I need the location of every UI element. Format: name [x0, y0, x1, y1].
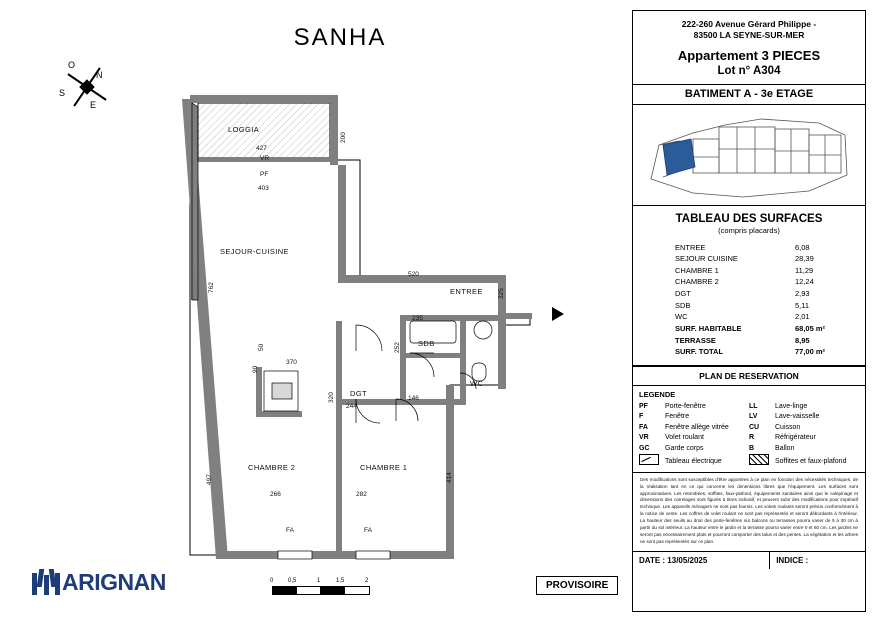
- marignan-mark-icon: [32, 569, 60, 595]
- legend-key: CU: [749, 423, 760, 431]
- surface-name: WC: [675, 312, 688, 322]
- table-row: [633, 265, 865, 277]
- surfaces-title: TABLEAU DES SURFACES: [675, 212, 823, 225]
- room-label-sdb: SDB: [418, 339, 435, 348]
- legend-section: [633, 386, 865, 472]
- table-row: [633, 288, 865, 300]
- table-row: [633, 253, 865, 265]
- table-row: [633, 323, 865, 335]
- legend-label: Lave-linge: [775, 402, 808, 410]
- electrical-panel-icon: [639, 454, 659, 465]
- reservation-plan-title: PLAN DE RESERVATION: [633, 366, 865, 386]
- surface-value: 68,05 m²: [795, 323, 826, 333]
- list-item: [749, 444, 859, 455]
- list-item: [639, 423, 749, 434]
- legend-column-right: [749, 402, 859, 470]
- room-label-entree: ENTREE: [450, 287, 483, 296]
- legend-key: PF: [639, 402, 648, 410]
- list-item: [749, 454, 859, 470]
- surface-value: 6,08: [795, 242, 810, 252]
- legend-key: VR: [639, 434, 649, 442]
- legend-title: LEGENDE: [639, 389, 676, 399]
- surfaces-subtitle: (compris placards): [718, 225, 780, 235]
- surface-name: SEJOUR CUISINE: [675, 254, 738, 264]
- list-item: [749, 412, 859, 423]
- scale-bar: [272, 578, 372, 600]
- room-label-sejour-cuisine: SEJOUR-CUISINE: [220, 247, 289, 256]
- building-floor: BATIMENT A - 3e ETAGE: [633, 84, 865, 105]
- surface-name: CHAMBRE 2: [675, 277, 719, 287]
- dim-chambre2-width: 266: [270, 491, 281, 498]
- marignan-logo-text: ARIGNAN: [62, 568, 166, 595]
- legend-column-left: [639, 402, 749, 470]
- table-row: [633, 300, 865, 312]
- compass-west-label: O: [68, 60, 76, 70]
- legend-label: Lave-vaisselle: [775, 413, 820, 421]
- scale-tick-3: 1,5: [336, 578, 345, 584]
- date-field: DATE : 13/05/2025: [633, 552, 770, 569]
- legend-label: Soffites et faux-plafond: [775, 457, 847, 465]
- legend-key: F: [639, 413, 644, 421]
- dim-pf-width: 403: [258, 185, 269, 192]
- compass-north-label: N: [96, 70, 103, 80]
- table-row: [633, 242, 865, 254]
- surface-value: 28,39: [795, 254, 814, 264]
- surface-name: CHAMBRE 1: [675, 265, 719, 275]
- lot-number: Lot n° A304: [717, 65, 781, 78]
- dim-sejour-width: 520: [408, 271, 419, 278]
- dim-entree-height: 325: [498, 288, 505, 299]
- dim-small-1: 50: [258, 343, 265, 351]
- surface-name: SDB: [675, 300, 691, 310]
- legend-key: FA: [639, 423, 648, 431]
- key-plan: [633, 105, 865, 206]
- table-row: [633, 311, 865, 323]
- compass-icon: [52, 52, 122, 122]
- legend-label: Cuisson: [775, 423, 801, 431]
- legend-label: Tableau électrique: [665, 457, 722, 465]
- list-item: [639, 444, 749, 455]
- legend-label: Garde corps: [665, 444, 704, 452]
- soffit-hatch-icon: [749, 454, 769, 465]
- legend-label: Réfrigérateur: [775, 434, 816, 442]
- room-label-chambre-2: CHAMBRE 2: [248, 463, 296, 472]
- legend-label: Fenêtre: [665, 413, 690, 421]
- legend-key: GC: [639, 444, 650, 452]
- surface-value: 11,29: [795, 265, 814, 275]
- table-row: [633, 335, 865, 347]
- surface-name: DGT: [675, 289, 691, 299]
- room-label-chambre-1: CHAMBRE 1: [360, 463, 408, 472]
- table-row: [633, 276, 865, 288]
- disclaimer-notes: Des modifications sont susceptibles d'être apportées à ce plan en fonction des nécessités techniques, de la réalisation tant en ce qui concerne les dimensions libres que l'équipement. Les surfaces sont approximatives. Les retombées, soffites, faux-plafond, équipements sanitaires ainsi que le calepinage et dimensions des carrelages sont figurés à titres indicatif, et peuvent subir des modifications pour impératif technique. Les appareils ménagers ne sont pas fournis. Les volets roulants seront prévus conformément à la notice de vente. Les coffres de volet roulant ne sont pas représentés et seront débordants à l'intérieur. La hauteur des seuils au droit des porte-fenêtres sur balcons ou terrasses pourra varier de 5 à 30 cm à partir du sol intérieur. La hauteur entre le jardin et la terrasse pourra varier entre 0 et 60 cm. Les jardins ne seront pas nécessairement plats et pourront comporter des talus et des pentes. La végétation et les arbres ne sont pas représentés sur ce plan.: [633, 472, 865, 551]
- dim-sdb-width: 235: [412, 315, 423, 322]
- list-item: [639, 433, 749, 444]
- surface-name: SURF. HABITABLE: [675, 323, 742, 333]
- footer: [633, 551, 865, 569]
- list-item: [639, 402, 749, 413]
- page-title: SANHA: [293, 24, 387, 51]
- dim-wc-width: 146: [408, 395, 419, 402]
- surface-value: 12,24: [795, 277, 814, 287]
- dim-small-2: 90: [252, 365, 259, 373]
- legend-key: LL: [749, 402, 758, 410]
- legend-key: LV: [749, 413, 758, 421]
- indice-field: INDICE :: [776, 555, 809, 565]
- table-row: [633, 346, 865, 358]
- scale-tick-1: 0,5: [288, 578, 297, 584]
- surface-value: 8,95: [795, 335, 810, 345]
- dim-chambre-height: 414: [446, 472, 453, 483]
- legend-label: Fenêtre allège vitrée: [665, 423, 729, 431]
- label-fa-left: FA: [286, 527, 294, 534]
- compass-east-label: E: [90, 100, 97, 110]
- label-pf: PF: [260, 171, 269, 178]
- address-block: [633, 11, 865, 46]
- compass-south-label: S: [59, 88, 66, 98]
- list-item: [749, 423, 859, 434]
- apartment-block: [633, 46, 865, 84]
- apartment-type: Appartement 3 PIECES: [677, 47, 821, 63]
- dim-loggia-height: 200: [340, 132, 347, 143]
- provisoire-badge: PROVISOIRE: [536, 576, 618, 595]
- list-item: [639, 454, 749, 470]
- room-label-wc: WC: [470, 379, 484, 388]
- dim-dgt-height: 320: [328, 392, 335, 403]
- room-label-loggia: LOGGIA: [228, 125, 260, 134]
- legend-label: Porte-fenêtre: [665, 402, 706, 410]
- scale-tick-4: 2: [365, 578, 369, 584]
- room-label-dgt: DGT: [350, 389, 368, 398]
- dim-dgt-width: 370: [286, 359, 297, 366]
- info-panel: [632, 10, 866, 612]
- scale-tick-0: 0: [270, 578, 274, 584]
- address-line-1: 222-260 Avenue Gérard Philippe -: [681, 19, 817, 29]
- surface-name: SURF. TOTAL: [675, 347, 724, 357]
- dim-sdb-left: 252: [394, 342, 401, 353]
- surfaces-table: [633, 240, 865, 365]
- dim-sejour-height: 762: [208, 282, 215, 293]
- surface-name: TERRASSE: [675, 335, 716, 345]
- surface-value: 77,00 m²: [795, 347, 826, 357]
- surface-value: 5,11: [795, 300, 810, 310]
- list-item: [749, 433, 859, 444]
- floor-plan-drawing: [160, 85, 580, 565]
- list-item: [639, 412, 749, 423]
- dim-chambre1-width: 282: [356, 491, 367, 498]
- legend-key: R: [749, 434, 755, 442]
- surface-value: 2,01: [795, 312, 810, 322]
- surface-value: 2,93: [795, 289, 810, 299]
- legend-key: B: [749, 444, 755, 452]
- label-vr: VR: [260, 155, 270, 162]
- scale-tick-2: 1: [317, 578, 321, 584]
- list-item: [749, 402, 859, 413]
- dim-loggia-width: 427: [256, 145, 267, 152]
- marignan-logo: [32, 565, 212, 599]
- surface-name: ENTREE: [675, 242, 706, 252]
- address-line-2: 83500 LA SEYNE-SUR-MER: [693, 30, 805, 41]
- dim-chambre2-height: 497: [206, 474, 213, 485]
- dim-dgt-label: 244: [346, 403, 357, 410]
- legend-label: Ballon: [775, 444, 795, 452]
- label-fa-right: FA: [364, 527, 372, 534]
- legend-label: Volet roulant: [665, 434, 704, 442]
- surfaces-section: [633, 206, 865, 366]
